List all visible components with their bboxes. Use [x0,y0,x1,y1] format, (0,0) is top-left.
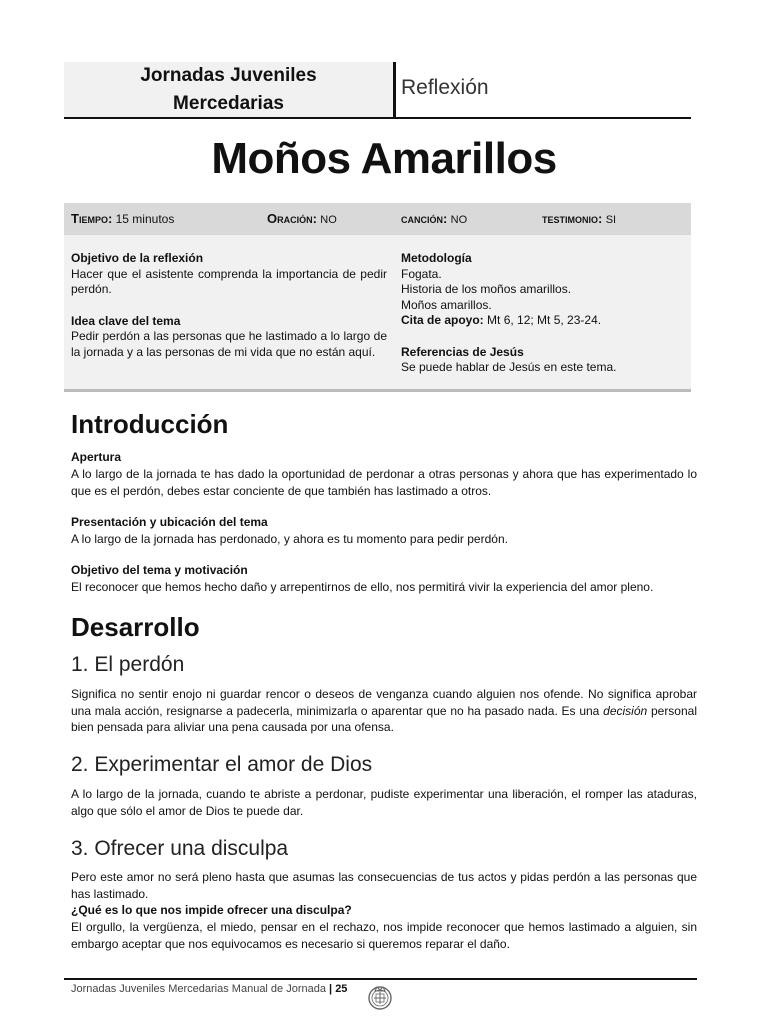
cancion-value: NO [450,214,468,226]
disculpa-question: ¿Qué es lo que nos impide ofrecer una disculpa? [71,903,352,917]
info-bar [64,203,691,235]
presentacion-heading: Presentación y ubicación del tema [71,515,268,529]
header-divider [393,62,396,118]
header-title-block [64,62,393,118]
cancion-label: canción: [401,211,448,226]
objetivo-heading: Objetivo de la reflexión [71,251,204,265]
page-number: 25 [335,983,348,995]
disculpa-answer: El orgullo, la vergüenza, el miedo, pensar en el rechazo, nos impide reconocer que hemos lastimado a alguien, sin embargo aceptar que nos equivocamos es necesario si queremos reparar el daño. [71,920,697,951]
metodologia-heading: Metodología [401,251,472,265]
presentacion-text: A lo largo de la jornada has perdonado, y ahora es tu momento para pedir perdón. [71,532,508,546]
cita-value: Mt 6, 12; Mt 5, 23-24. [487,313,602,327]
page-footer [71,983,347,995]
header-section: Reflexión [401,76,489,99]
footer-separator: | [329,983,333,995]
idea-text: Pedir perdón a las personas que he lastimado a lo largo de la jornada y a las personas de mi vida que no están aquí. [71,329,387,359]
testimonio-value: SI [605,214,617,226]
cancion-field [401,211,467,226]
tiempo-label: Tiempo: [71,211,113,226]
tiempo-value: 15 minutos [115,212,175,226]
referencias-text: Se puede hablar de Jesús en este tema. [401,360,617,374]
apertura-text: A lo largo de la jornada te has dado la oportunidad de perdonar a otras personas y ahora que has experimentado lo que es el perdón, debes estar conciente de que también has lastimado a otros. [71,467,697,498]
perdon-text-b: personal bien pensada para aliviar una pena causada por una ofensa. [71,703,697,734]
referencias-heading: Referencias de Jesús [401,344,524,359]
summary-left-column [71,251,387,360]
objetivo-tema-text: El reconocer que hemos hecho daño y arrepentirnos de ello, nos permitirá vivir la experiencia del amor pleno. [71,580,654,594]
oracion-field [267,211,337,226]
header-rule [64,117,691,119]
section-perdon-text [71,686,697,736]
header-title-line2: Mercedarias [173,93,284,114]
section-amor-text: A lo largo de la jornada, cuando te abriste a perdonar, pudiste experimentar una liberación, el romper las ataduras, algo que sólo el amor de Dios te puede dar. [71,787,697,818]
desarrollo-heading: Desarrollo [71,612,200,642]
section-amor-heading: 2. Experimentar el amor de Dios [71,753,373,776]
cita-label: Cita de apoyo: [401,313,484,327]
footer-text: Jornadas Juveniles Mercedarias Manual de Jornada [71,983,326,995]
testimonio-field [542,211,616,226]
page-header [64,62,691,118]
objetivo-text: Hacer que el asistente comprenda la importancia de pedir perdón. [71,266,387,296]
perdon-text-a: Significa no sentir enojo ni guardar rencor o deseos de venganza cuando alguien nos ofende. No significa aprobar una mala acción, resignarse a padecerla, minimizarla o aparentar que no ha pasado nada. Es una [71,687,697,718]
metodologia-item: Fogata. [401,266,442,281]
objetivo-tema-heading: Objetivo del tema y motivación [71,563,248,577]
metodologia-item: Moños amarillos. [401,297,492,312]
cita-line [401,313,685,329]
oracion-label: Oración: [267,211,317,226]
idea-heading: Idea clave del tema [71,313,181,328]
perdon-text-emphasis: decisión [603,703,648,718]
testimonio-label: testimonio: [542,211,603,226]
document-title: Moños Amarillos [211,134,557,183]
introduccion-heading: Introducción [71,409,229,439]
apertura-heading: Apertura [71,450,122,464]
oracion-value: NO [320,214,337,226]
section-perdon-heading: 1. El perdón [71,653,185,676]
summary-right-column [401,251,685,376]
footer-rule [64,978,697,980]
summary-box [64,235,691,392]
tiempo-field [71,211,174,226]
header-title-line1: Jornadas Juveniles [140,65,317,86]
metodologia-item: Historia de los moños amarillos. [401,282,572,296]
mercedarian-emblem-icon [366,983,394,1011]
section-disculpa-heading: 3. Ofrecer una disculpa [71,837,289,860]
section-disculpa-text: Pero este amor no será pleno hasta que asumas las consecuencias de tus actos y pidas perdón a las personas que has lastimado. [71,870,697,901]
